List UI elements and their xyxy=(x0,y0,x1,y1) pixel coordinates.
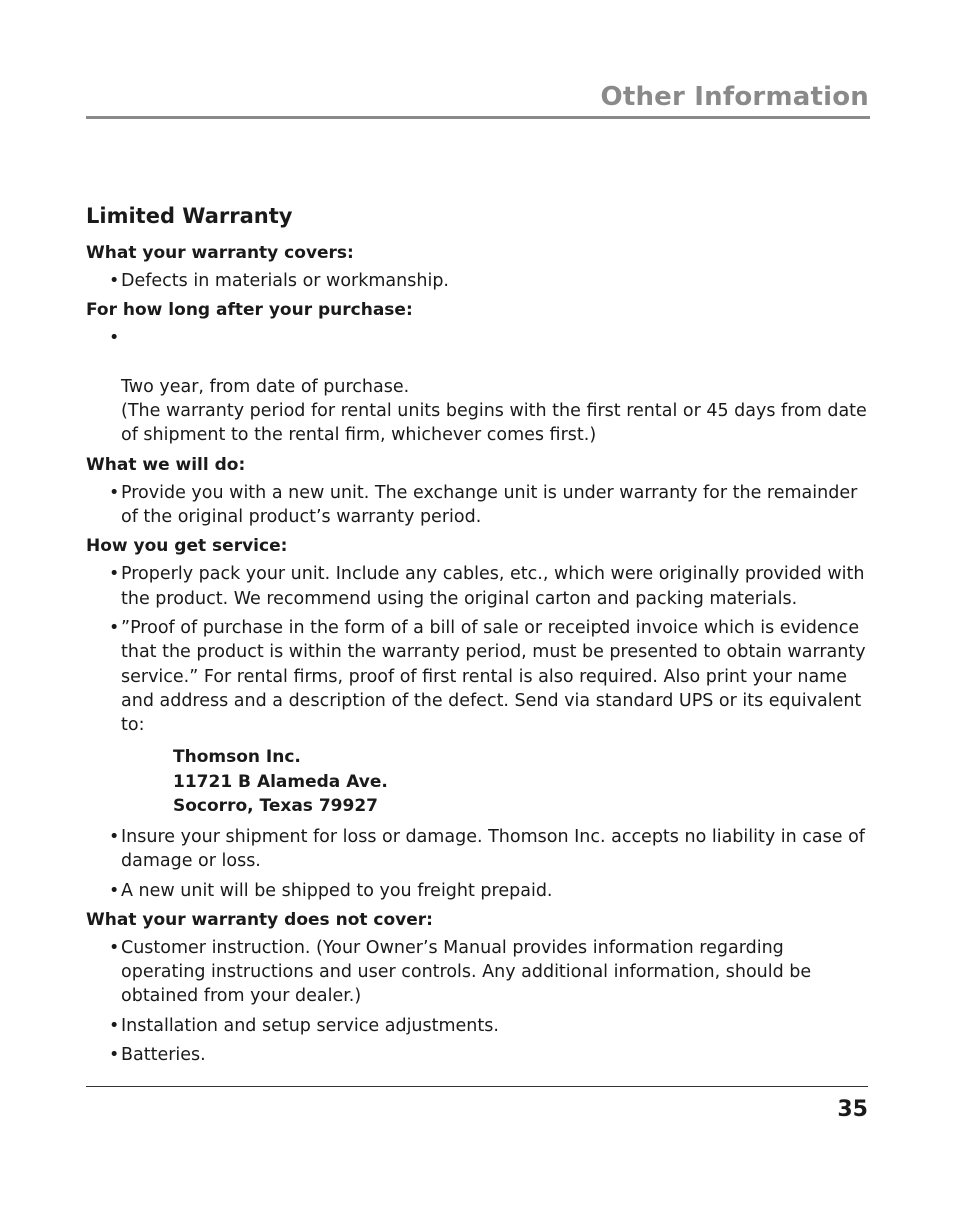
service-heading: How you get service: xyxy=(86,536,288,557)
footer-rule xyxy=(86,1086,868,1087)
page-header-title: Other Information xyxy=(600,82,869,112)
list-item xyxy=(86,879,870,903)
list-item xyxy=(86,616,870,737)
list-item xyxy=(86,326,870,447)
list-item-text: Batteries. xyxy=(121,1045,206,1066)
address-line: 11721 B Alameda Ave. xyxy=(173,771,388,792)
list-item xyxy=(86,269,870,293)
duration-heading: For how long after your purchase: xyxy=(86,300,413,321)
list-item-text: ”Proof of purchase in the form of a bill of sale or receipted invoice which is evidence that the product is within the warranty period, must be presented to obtain warranty service.” For rental firms, proof of first rental is also required. Also print your name and address and a description of the defect. Send via standard UPS or its equivalent to: xyxy=(121,617,866,736)
bullet: • xyxy=(109,617,120,638)
covers-list xyxy=(86,269,870,293)
service-list xyxy=(86,562,870,737)
covers-heading: What your warranty covers: xyxy=(86,243,354,263)
list-item xyxy=(86,1043,870,1067)
address-line: Socorro, Texas 79927 xyxy=(173,796,378,817)
list-item xyxy=(86,825,870,874)
will-do-list xyxy=(86,481,870,530)
list-item xyxy=(86,1014,870,1038)
service-list-continued xyxy=(86,825,870,903)
bullet: • xyxy=(109,880,120,901)
section-title: Limited Warranty xyxy=(86,204,293,228)
will-do-heading: What we will do: xyxy=(86,454,246,475)
header-rule xyxy=(86,116,870,119)
list-item-text: Two year, from date of purchase. (The warranty period for rental units begins with the first rental or 45 days from date of shipment to the rental firm, whichever comes first.) xyxy=(121,376,867,446)
list-item xyxy=(86,481,870,530)
bullet: • xyxy=(109,826,120,847)
list-item-text: Properly pack your unit. Include any cables, etc., which were originally provided with the product. We recommend using the original carton and packing materials. xyxy=(121,564,865,609)
list-item-text: Provide you with a new unit. The exchange unit is under warranty for the remainder of the original product’s warranty period. xyxy=(121,482,858,528)
not-cover-list xyxy=(86,936,870,1067)
bullet: • xyxy=(109,328,120,349)
list-item-text: Insure your shipment for loss or damage. Thomson Inc. accepts no liability in case of damage or loss. xyxy=(121,826,865,872)
bullet: • xyxy=(109,1045,120,1066)
list-item xyxy=(86,936,870,1009)
not-cover-heading: What your warranty does not cover: xyxy=(86,909,433,930)
list-item-text: Defects in materials or workmanship. xyxy=(121,271,449,291)
list-item-text: A new unit will be shipped to you freight prepaid. xyxy=(121,880,553,901)
list-item-text: Installation and setup service adjustments. xyxy=(121,1015,499,1036)
service-address xyxy=(173,745,870,819)
bullet: • xyxy=(109,482,120,503)
list-item-text: Customer instruction. (Your Owner’s Manual provides information regarding operating instructions and user controls. Any additional information, should be obtained from your dealer.) xyxy=(121,937,812,1007)
address-line: Thomson Inc. xyxy=(173,747,301,768)
bullet: • xyxy=(109,1015,120,1036)
duration-list xyxy=(86,326,870,447)
bullet: • xyxy=(109,564,120,585)
warranty-content xyxy=(86,201,870,1072)
bullet: • xyxy=(109,937,120,958)
bullet: • xyxy=(109,271,120,291)
list-item xyxy=(86,562,870,611)
page-number: 35 xyxy=(837,1097,868,1122)
